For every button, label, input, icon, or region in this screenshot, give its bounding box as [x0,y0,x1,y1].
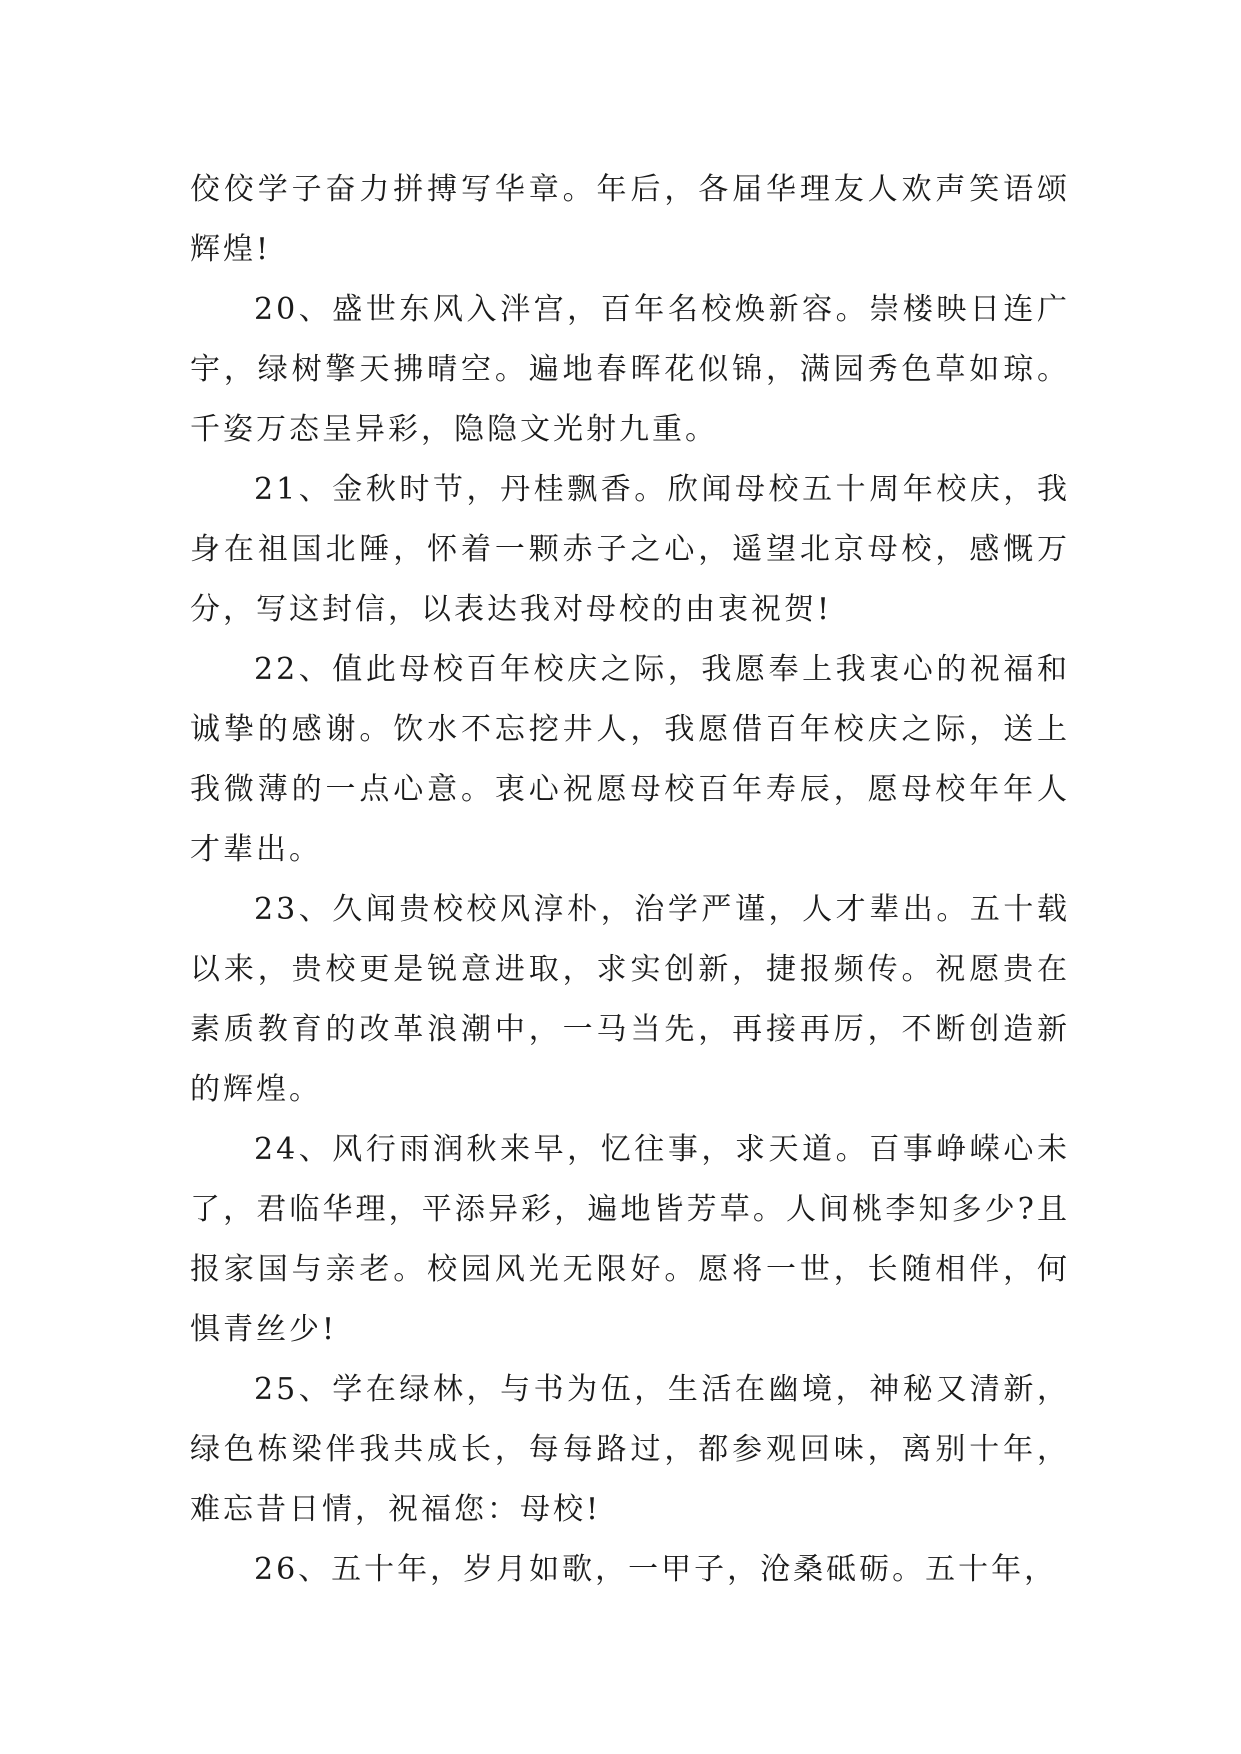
paragraph-item-21: 21、金秋时节，丹桂飘香。欣闻母校五十周年校庆，我身在祖国北陲，怀着一颗赤子之心，遥望北京母校，感慨万分，写这封信，以表达我对母校的由衷祝贺! [190,472,1070,627]
paragraph-continuation: 佼佼学子奋力拼搏写华章。年后，各届华理友人欢声笑语颂辉煌! [190,172,1070,267]
paragraph-item-20: 20、盛世东风入泮宫，百年名校焕新容。崇楼映日连广宇，绿树擎天拂晴空。遍地春晖花似锦，满园秀色草如琼。千姿万态呈异彩，隐隐文光射九重。 [190,292,1070,447]
paragraph-item-25: 25、学在绿林，与书为伍，生活在幽境，神秘又清新，绿色栋梁伴我共成长，每每路过，都参观回味，离别十年，难忘昔日情，祝福您：母校! [190,1372,1070,1527]
paragraph-item-26: 26、五十年，岁月如歌，一甲子，沧桑砥砺。五十年， [254,1552,1058,1587]
paragraph-item-23: 23、久闻贵校校风淳朴，治学严谨，人才辈出。五十载以来，贵校更是锐意进取，求实创新，捷报频传。祝愿贵在素质教育的改革浪潮中，一马当先，再接再厉，不断创造新的辉煌。 [190,892,1070,1107]
paragraph-item-22: 22、值此母校百年校庆之际，我愿奉上我衷心的祝福和诚挚的感谢。饮水不忘挖井人，我愿借百年校庆之际，送上我微薄的一点心意。衷心祝愿母校百年寿辰，愿母校年年人才辈出。 [190,652,1070,867]
document-body [190,160,1070,1600]
paragraph-item-24: 24、风行雨润秋来早，忆往事，求天道。百事峥嵘心未了，君临华理，平添异彩，遍地皆芳草。人间桃李知多少?且报家国与亲老。校园风光无限好。愿将一世，长随相伴，何惧青丝少! [190,1132,1070,1347]
